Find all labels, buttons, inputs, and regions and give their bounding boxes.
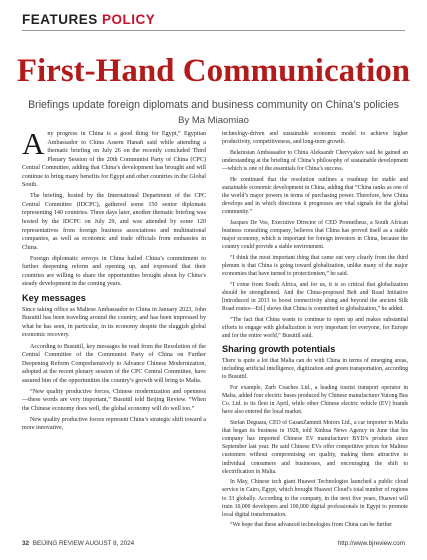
body-paragraph: Foreign diplomatic envoys in China hailed China’s commitment to further deepening reform and opening up, and expressed that their countries are willing to share the opportunities brought about by China’s steady development in the coming years. <box>22 255 206 288</box>
section-label <box>22 12 155 28</box>
body-paragraph: Stefan Deguara, CEO of GasanZammit Motors Ltd., a car importer in Malta that began its business in 1928, told Xinhua News Agency in June that his company has imported Chinese EV manufacturer BYD’s products since September last year. He said Chinese EVs offer competitive prices for Maltese customers without compromising on quality, making them attractive to individual consumers and businesses, and encouraging the shift to electrification in Malta. <box>222 419 408 475</box>
body-paragraph: According to Busuttil, key messages he read from the Resolution of the Central Committee of the Communist Party of China on Further Deepening Reform Comprehensively to Advance Chinese Modernization, adopted at the recent plenary session of the CPC Central Committee, have assured him of the opportunities the country’s growth will bring to Malta. <box>22 343 206 384</box>
body-paragraph: “We hope that these advanced technologies from China can be further <box>230 522 393 529</box>
body-paragraph: “I think the most important thing that came out very clearly from the third plenum is that China is going toward globalization, unlike many of the major economies that have turned to protectionism,” he said. <box>222 254 408 277</box>
body-paragraph: “New quality productive forces, Chinese modernization and openness—these words are very important,” Busuttil told Beijing Review. “When the Chinese economy does well, the global economy will do well too.” <box>22 388 206 412</box>
header-rule <box>22 30 405 31</box>
body-paragraph: “I come from South Africa, and for us, it is so critical that globalization should be strengthened. And the China-proposed Belt and Road Initiative [introduced in 2013 to boost connectivity along and beyond the ancient Silk Road routes—Ed.] shows that China is committed to globalization,” he added. <box>222 281 408 312</box>
body-paragraph: He continued that the resolution outlines a roadmap for stable and sustainable economic development in China, adding that “China ranks as one of the world’s major powers in terms of purchasing power. Therefore, how China develops and in which directions it progresses are vital signals for the global community.” <box>222 176 408 216</box>
drop-cap: A <box>22 126 45 161</box>
body-paragraph: For example, Zarb Coaches Ltd., a leading tourist transport operator in Malta, added four electric buses produced by Chinese manufacturer Yutong Bus Co. Ltd. to its fleet in April, while other Chinese electric vehicle (EV) brands have also entered the local market. <box>222 384 408 416</box>
section-heading-key-messages: Key messages <box>22 292 86 303</box>
section-heading-sharing-growth: Sharing growth potentials <box>222 344 336 354</box>
page-number: 32 <box>22 540 30 547</box>
section-label-policy: POLICY <box>102 12 156 27</box>
left-column <box>22 126 206 436</box>
website-link[interactable]: http://www.bjreview.com <box>337 540 405 547</box>
section-label-features: FEATURES <box>22 12 98 27</box>
lead-paragraph-text: ny progress in China is a good thing for Egypt,” Egyptian Ambassador to China Assem Hanafi said while attending a thematic briefing on July 26 on the recently concluded Third Plenary Session of the 20th Communist Party of China (CPC) Central Committee, adding that China’s development has brought and will continue to bring many benefits for Egypt and other countries in the Global South. <box>22 131 206 189</box>
article-byline: By Ma Miaomiao <box>178 115 249 126</box>
body-paragraph: There is quite a lot that Malta can do with China in terms of emerging areas, including artificial intelligence, digitization and green transportation, according to Busuttil. <box>222 358 408 381</box>
right-column <box>222 130 408 532</box>
footer-folio <box>22 540 134 547</box>
body-paragraph: Jacques De Vos, Executive Director of CED Prometheus, a South African business consulting company, believes that China has proved itself as a stable major economy, which is important for foreign investors in China, because the country could provide a stable environment. <box>222 219 408 251</box>
body-paragraph: technology-driven and sustainable economic model to achieve higher productivity, competitiveness, and long-term growth. <box>222 131 408 146</box>
article-subtitle: Briefings update foreign diplomats and business community on China’s policies <box>28 99 399 111</box>
body-paragraph: “The fact that China wants to continue to open up and makes substantial efforts to engage with globalization is very important for everyone, for Europe and for the entire world,” Busuttil said. <box>222 316 408 339</box>
body-paragraph: Belarusian Ambassador to China Aleksandr Chervyakov said he gained an understanding at the briefing of China’s philosophy of sustainable development—which is one of the essentials for China’s success. <box>222 149 408 172</box>
publication-name: BEIJING REVIEW AUGUST 8, 2024 <box>32 540 135 547</box>
lead-paragraph <box>22 126 206 190</box>
body-paragraph: Since taking office as Maltese Ambassador to China in January 2023, John Busuttil has been traveling around the country, and has been impressed by what he has seen, in particular, in its economy despite the sluggish global economic recovery. <box>22 306 206 339</box>
body-paragraph: New quality productive forces represent China’s strategic shift toward a more innovative, <box>22 416 206 432</box>
article-title: First-Hand Communication <box>16 53 411 89</box>
body-paragraph: In May, Chinese tech giant Huawei Technologies launched a public cloud service in Cairo, Egypt, which brought Huawei Cloud’s total number of regions to 33 globally. According to the company, in the next five years, Huawei will train 10,000 developers and 100,000 digital professionals in Egypt to promote local digital transformation. <box>222 479 408 518</box>
body-paragraph: The briefing, hosted by the International Department of the CPC Central Committee (IDCPC), gathered some 150 senior diplomats representing 140 countries. Three days later, another thematic briefing was hosted by the IDCPC on July 29, and was attended by some 120 representatives from foreign business associations and multinational companies, as well as economic and trade officials from embassies in China. <box>22 193 206 251</box>
